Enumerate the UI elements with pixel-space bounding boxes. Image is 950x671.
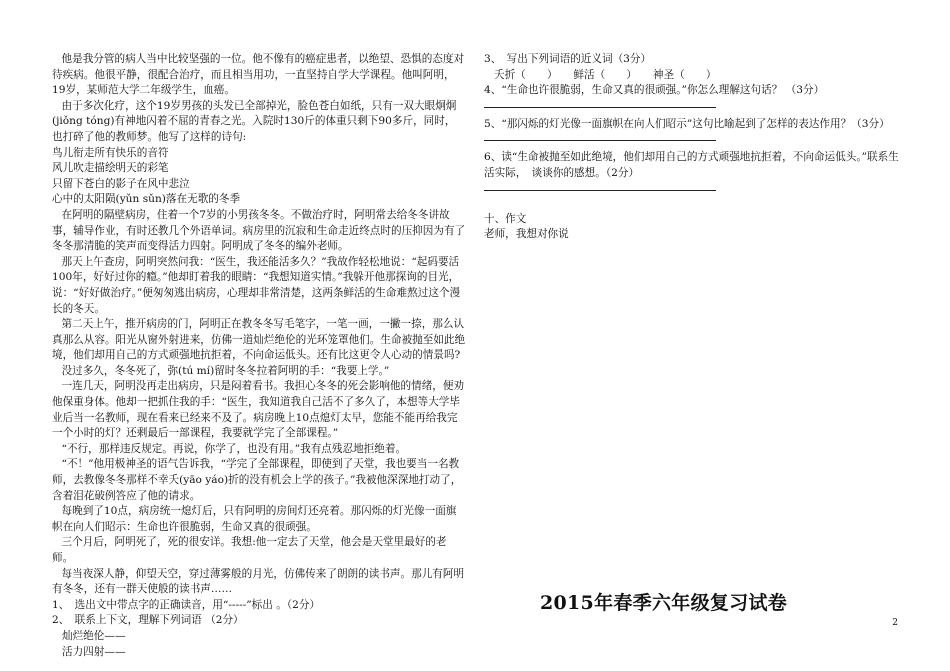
passage-paragraph: 一连几天，阿明没再走出病房，只是闷着看书。我担心冬冬的死会影响他的情绪，便劝他保重身体。他却一把抓住我的手：“医生，我知道我自己活不了多久了，本想等大学毕业后当一名教师，现在看来已经来不及了。病房晚上10点熄灯太早，您能不能再给我完一个小时的灯？还剩最后一部课程，我要就学完了全部课程。” [52,380,465,440]
answer-line[interactable] [484,132,716,141]
passage-paragraph: 每当夜深人静，仰望天空，穿过薄雾般的月光，仿佛传来了朗朗的读书声。那儿有阿明有冬冬，还有一群天使般的读书声…… [52,567,465,596]
poem [52,146,466,208]
passage-paragraph: 他是我分管的病人当中比较坚强的一位。他不像有的癌症患者，以绝望、恐惧的态度对待疾病。他很平静，很配合治疗，而且相当用功，一直坚持自学大学课程。他叫阿明，19岁，某师范大学二年级学生，血癌。 [52,53,465,97]
passage-paragraph: “不行，那样违反规定。再说，你学了，也没有用。”我有点残忍地拒绝着。 [61,442,407,455]
question-2-item: 活力四射—— [62,645,126,658]
exam-title: 2015年春季六年级复习试卷 [540,592,788,614]
poem-line: 心中的太阳陨(yǔn sǔn)落在无歌的冬季 [52,193,241,206]
passage-paragraph: 在阿明的隔壁病房，住着一个7岁的小男孩冬冬。不做治疗时，阿明常去给冬冬讲故事，辅导作业，有时还教几个外语单词。病房里的沉寂和生命走近终点时的压抑因为有了冬冬那清脆的笑声而变得活力四射。阿明成了冬冬的编外老师。 [52,208,466,253]
question-1: 1、 选出文中带点字的正确读音，用“-----”标出 。（2分） [52,598,321,611]
answer-line[interactable] [484,99,716,108]
section-ten-heading: 十、作文 [484,212,527,225]
poem-line: 鸟儿衔走所有快乐的音符 [52,146,169,159]
question-4: 4、“生命也许很脆弱，生命又真的很顽强。”你怎么理解这句话？ （3分） [484,84,825,97]
passage-paragraph: 那天上午查房，阿明突然问我：“医生，我还能活多久？”我故作轻松地说：“起码要活100年，好好过你的瘾。”他却盯着我的眼睛：“我想知道实情。”我躲开他那探询的目光，说：“好好做治疗。”便匆匆逃出病房，心理却非常清楚，这两条鲜活的生命难熬过这个漫长的冬天。 [52,255,461,315]
essay-prompt: 老师，我想对你说 [484,228,569,241]
question-2-item: 灿烂绝伦—— [62,629,126,642]
left-column [52,52,466,660]
answer-line[interactable] [484,182,716,191]
page-number: 2 [892,618,898,628]
question-6: 6、读“生命被抛至如此绝境，他们却用自己的方式顽强地抗拒着，不向命运低头。”联系生活实际， 谈谈你的感想。（2分） [484,151,899,179]
passage-paragraph: 由于多次化疗，这个19岁男孩的头发已全部掉光，脸色苍白如纸，只有一双大眼炯炯(jiǒng tóng)有神地闪着不屈的青春之光。入院时130斤的体重只剩下90多斤，同时，也打碎了他的教师梦。他写了这样的诗句: [52,99,457,143]
question-5: 5、“那闪烁的灯光像一面旗帜在向人们昭示”这句比喻起到了怎样的表达作用？（3分） [484,117,890,130]
right-column [484,52,904,243]
passage-paragraph: 没过多久，冬冬死了，弥(tú mí)留时冬冬拉着阿明的手：“我要上学。” [61,364,390,377]
question-3: 3、 写出下列词语的近义词（3分） [484,53,652,65]
passage-paragraph: 第二天上午，推开病房的门，阿明正在教冬冬写毛笔字，一笔一画，一撇一捺，那么认真那么从容。阳光从窗外射进来，仿佛一道灿烂绝伦的光环笼罩他们。生命被抛至如此绝境，他们却用自己的方式顽强地抗拒着，不向命运低头。还有比这更令人心动的情景吗? [52,318,466,362]
passage-paragraph: “不！”他用极神圣的语气告诉我，“学完了全部课程，即使到了天堂，我也要当一名教师，去教像冬冬那样不幸夭(yāo yáo)折的没有机会上学的孩子。”我被他深深地打动了，含着泪花破例答应了他的请求。 [52,458,462,502]
poem-line: 只留下苍白的影子在风中悲泣 [52,177,190,190]
question-2: 2、 联系上下文，理解下列词语 （2分） [52,614,244,627]
question-3-items: 夭折（ ） 鲜活（ ） 神圣（ ） [494,68,717,81]
passage-paragraph: 三个月后，阿明死了，死的很安详。我想:他一定去了天堂，他会是天堂里最好的老师。 [52,536,447,564]
poem-line: 风儿吹走描绘明天的彩笔 [52,162,169,175]
passage-paragraph: 每晚到了10点，病房统一熄灯后，只有阿明的房间灯还亮着。那闪烁的灯光像一面旗帜在向人们昭示：生命也许很脆弱，生命又真的很顽强。 [52,505,457,533]
